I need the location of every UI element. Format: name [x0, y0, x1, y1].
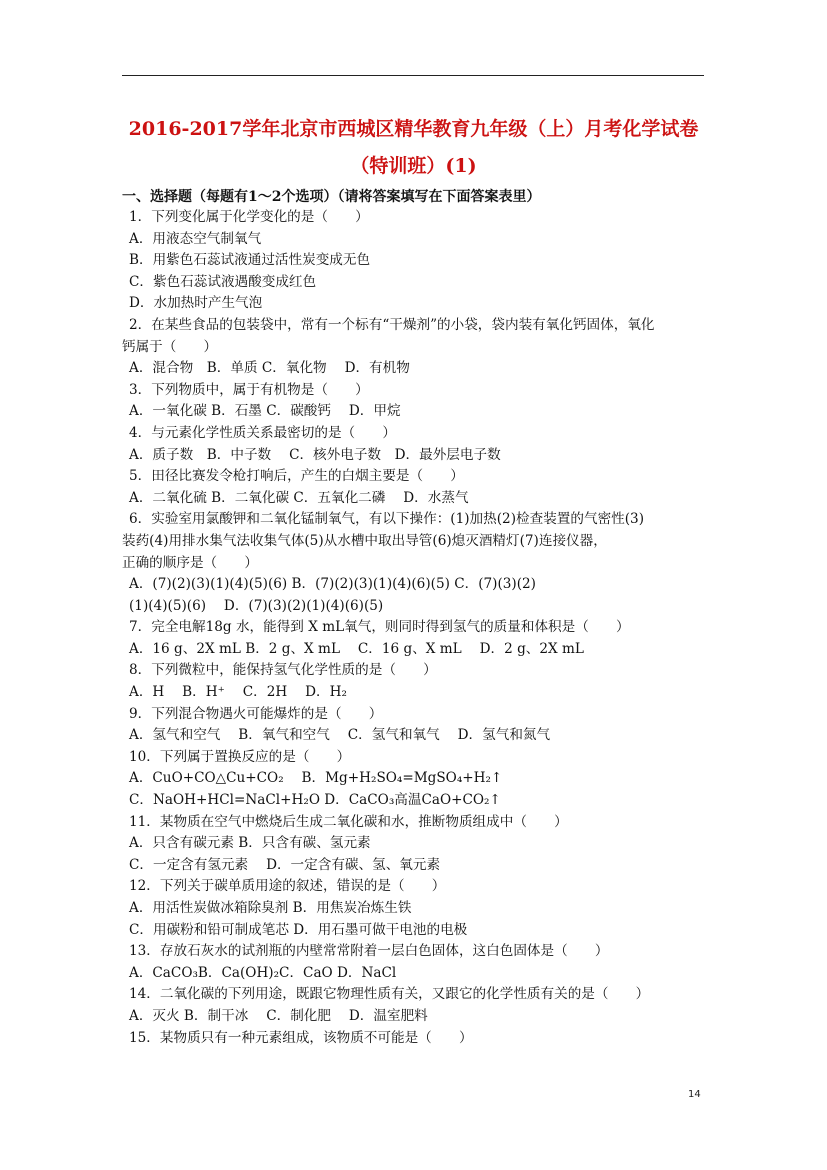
question-line: C．一定含有氢元素 D．一定含有碳、氢、氧元素 [129, 856, 441, 873]
question-line: A．(7)(2)(3)(1)(4)(5)(6) B．(7)(2)(3)(1)(4)(6)(5) C．(7)(3)(2) [129, 576, 536, 593]
question-line: A．用液态空气制氧气 [129, 230, 262, 247]
question-line: 12．下列关于碳单质用途的叙述，错误的是（ ） [129, 878, 446, 895]
question-line: A．氢气和空气 B．氧气和空气 C．氢气和氧气 D．氢气和氮气 [129, 727, 551, 744]
question-line: C．用碳粉和铅可制成笔芯 D．用石墨可做干电池的电极 [129, 921, 468, 938]
question-line: B．用紫色石蕊试液通过活性炭变成无色 [129, 252, 371, 269]
question-line: 3．下列物质中，属于有机物是（ ） [129, 381, 369, 398]
question-line: 11．某物质在空气中燃烧后生成二氧化碳和水，推断物质组成中（ ） [129, 813, 568, 830]
question-line: A．CuO+CO△Cu+CO₂ B．Mg+H₂SO₄=MgSO₄+H₂↑ [129, 770, 503, 787]
question-line: A．用活性炭做冰箱除臭剂 B．用焦炭冶炼生铁 [129, 900, 412, 916]
question-line: (1)(4)(5)(6) D．(7)(3)(2)(1)(4)(6)(5) [129, 597, 384, 614]
section-heading: 一、选择题（每题有1～2个选项）（请将答案填写在下面答案表里） [122, 189, 541, 205]
question-line: C．NaOH+HCl=NaCl+H₂O D．CaCO₃高温CaO+CO₂↑ [129, 792, 501, 809]
question-line: A．16 g、2X mL B．2 g、X mL C．16 g、X mL D．2 g、2X mL [129, 640, 584, 657]
question-line: A．H B．H⁺ C．2H D．H₂ [129, 684, 347, 701]
question-line: A．灭火 B．制干冰 C．制化肥 D．温室肥料 [129, 1007, 428, 1024]
question-line: A．混合物 B．单质 C．氧化物 D．有机物 [129, 360, 410, 377]
question-line: 14．二氧化碳的下列用途，既跟它物理性质有关，又跟它的化学性质有关的是（ ） [129, 986, 650, 1003]
question-line: 钙属于（ ） [122, 338, 218, 355]
question-line: A．二氧化硫 B．二氧化碳 C．五氧化二磷 D．水蒸气 [129, 489, 469, 506]
question-line: 4．与元素化学性质关系最密切的是（ ） [129, 424, 396, 441]
question-line: A．一氧化碳 B．石墨 C．碳酸钙 D．甲烷 [129, 403, 401, 420]
page-number: 14 [688, 1089, 701, 1100]
question-list [122, 207, 722, 1049]
question-line: A．CaCO₃B．Ca(OH)₂C．CaO D．NaCl [129, 964, 397, 981]
question-line: 8．下列微粒中，能保持氢气化学性质的是（ ） [129, 662, 437, 679]
question-line: D．水加热时产生气泡 [129, 295, 263, 312]
question-line: 13．存放石灰水的试剂瓶的内壁常常附着一层白色固体，这白色固体是（ ） [129, 943, 609, 960]
question-line: 装药(4)用排水集气法收集气体(5)从水槽中取出导管(6)熄灭酒精灯(7)连接仪器， [122, 532, 607, 549]
question-line: 10．下列属于置换反应的是（ ） [129, 748, 351, 765]
question-line: 2．在某些食品的包装袋中，常有一个标有“干燥剂”的小袋，袋内装有氧化钙固体，氧化 [129, 316, 655, 333]
header-rule [122, 75, 704, 76]
document-title: 2016-2017学年北京市西城区精华教育九年级（上）月考化学试卷 [128, 118, 699, 140]
question-line: 9．下列混合物遇火可能爆炸的是（ ） [129, 705, 383, 722]
question-line: A．质子数 B．中子数 C．核外电子数 D．最外层电子数 [129, 446, 501, 463]
question-line: 6．实验室用氯酸钾和二氧化锰制氧气，有以下操作：(1)加热(2)检查装置的气密性(3) [129, 511, 645, 528]
question-line: A．只含有碳元素 B．只含有碳、氢元素 [129, 835, 371, 852]
question-line: 1．下列变化属于化学变化的是（ ） [129, 209, 369, 225]
question-line: 15．某物质只有一种元素组成，该物质不可能是（ ） [129, 1029, 473, 1046]
question-line: C．紫色石蕊试液遇酸变成红色 [129, 273, 317, 290]
question-line: 7．完全电解18g 水，能得到 X mL氧气，则同时得到氢气的质量和体积是（ ） [129, 619, 630, 636]
document-subtitle: （特训班）(1) [350, 155, 477, 177]
question-line: 5．田径比赛发令枪打响后，产生的白烟主要是（ ） [129, 468, 464, 485]
question-line: 正确的顺序是（ ） [122, 554, 258, 571]
